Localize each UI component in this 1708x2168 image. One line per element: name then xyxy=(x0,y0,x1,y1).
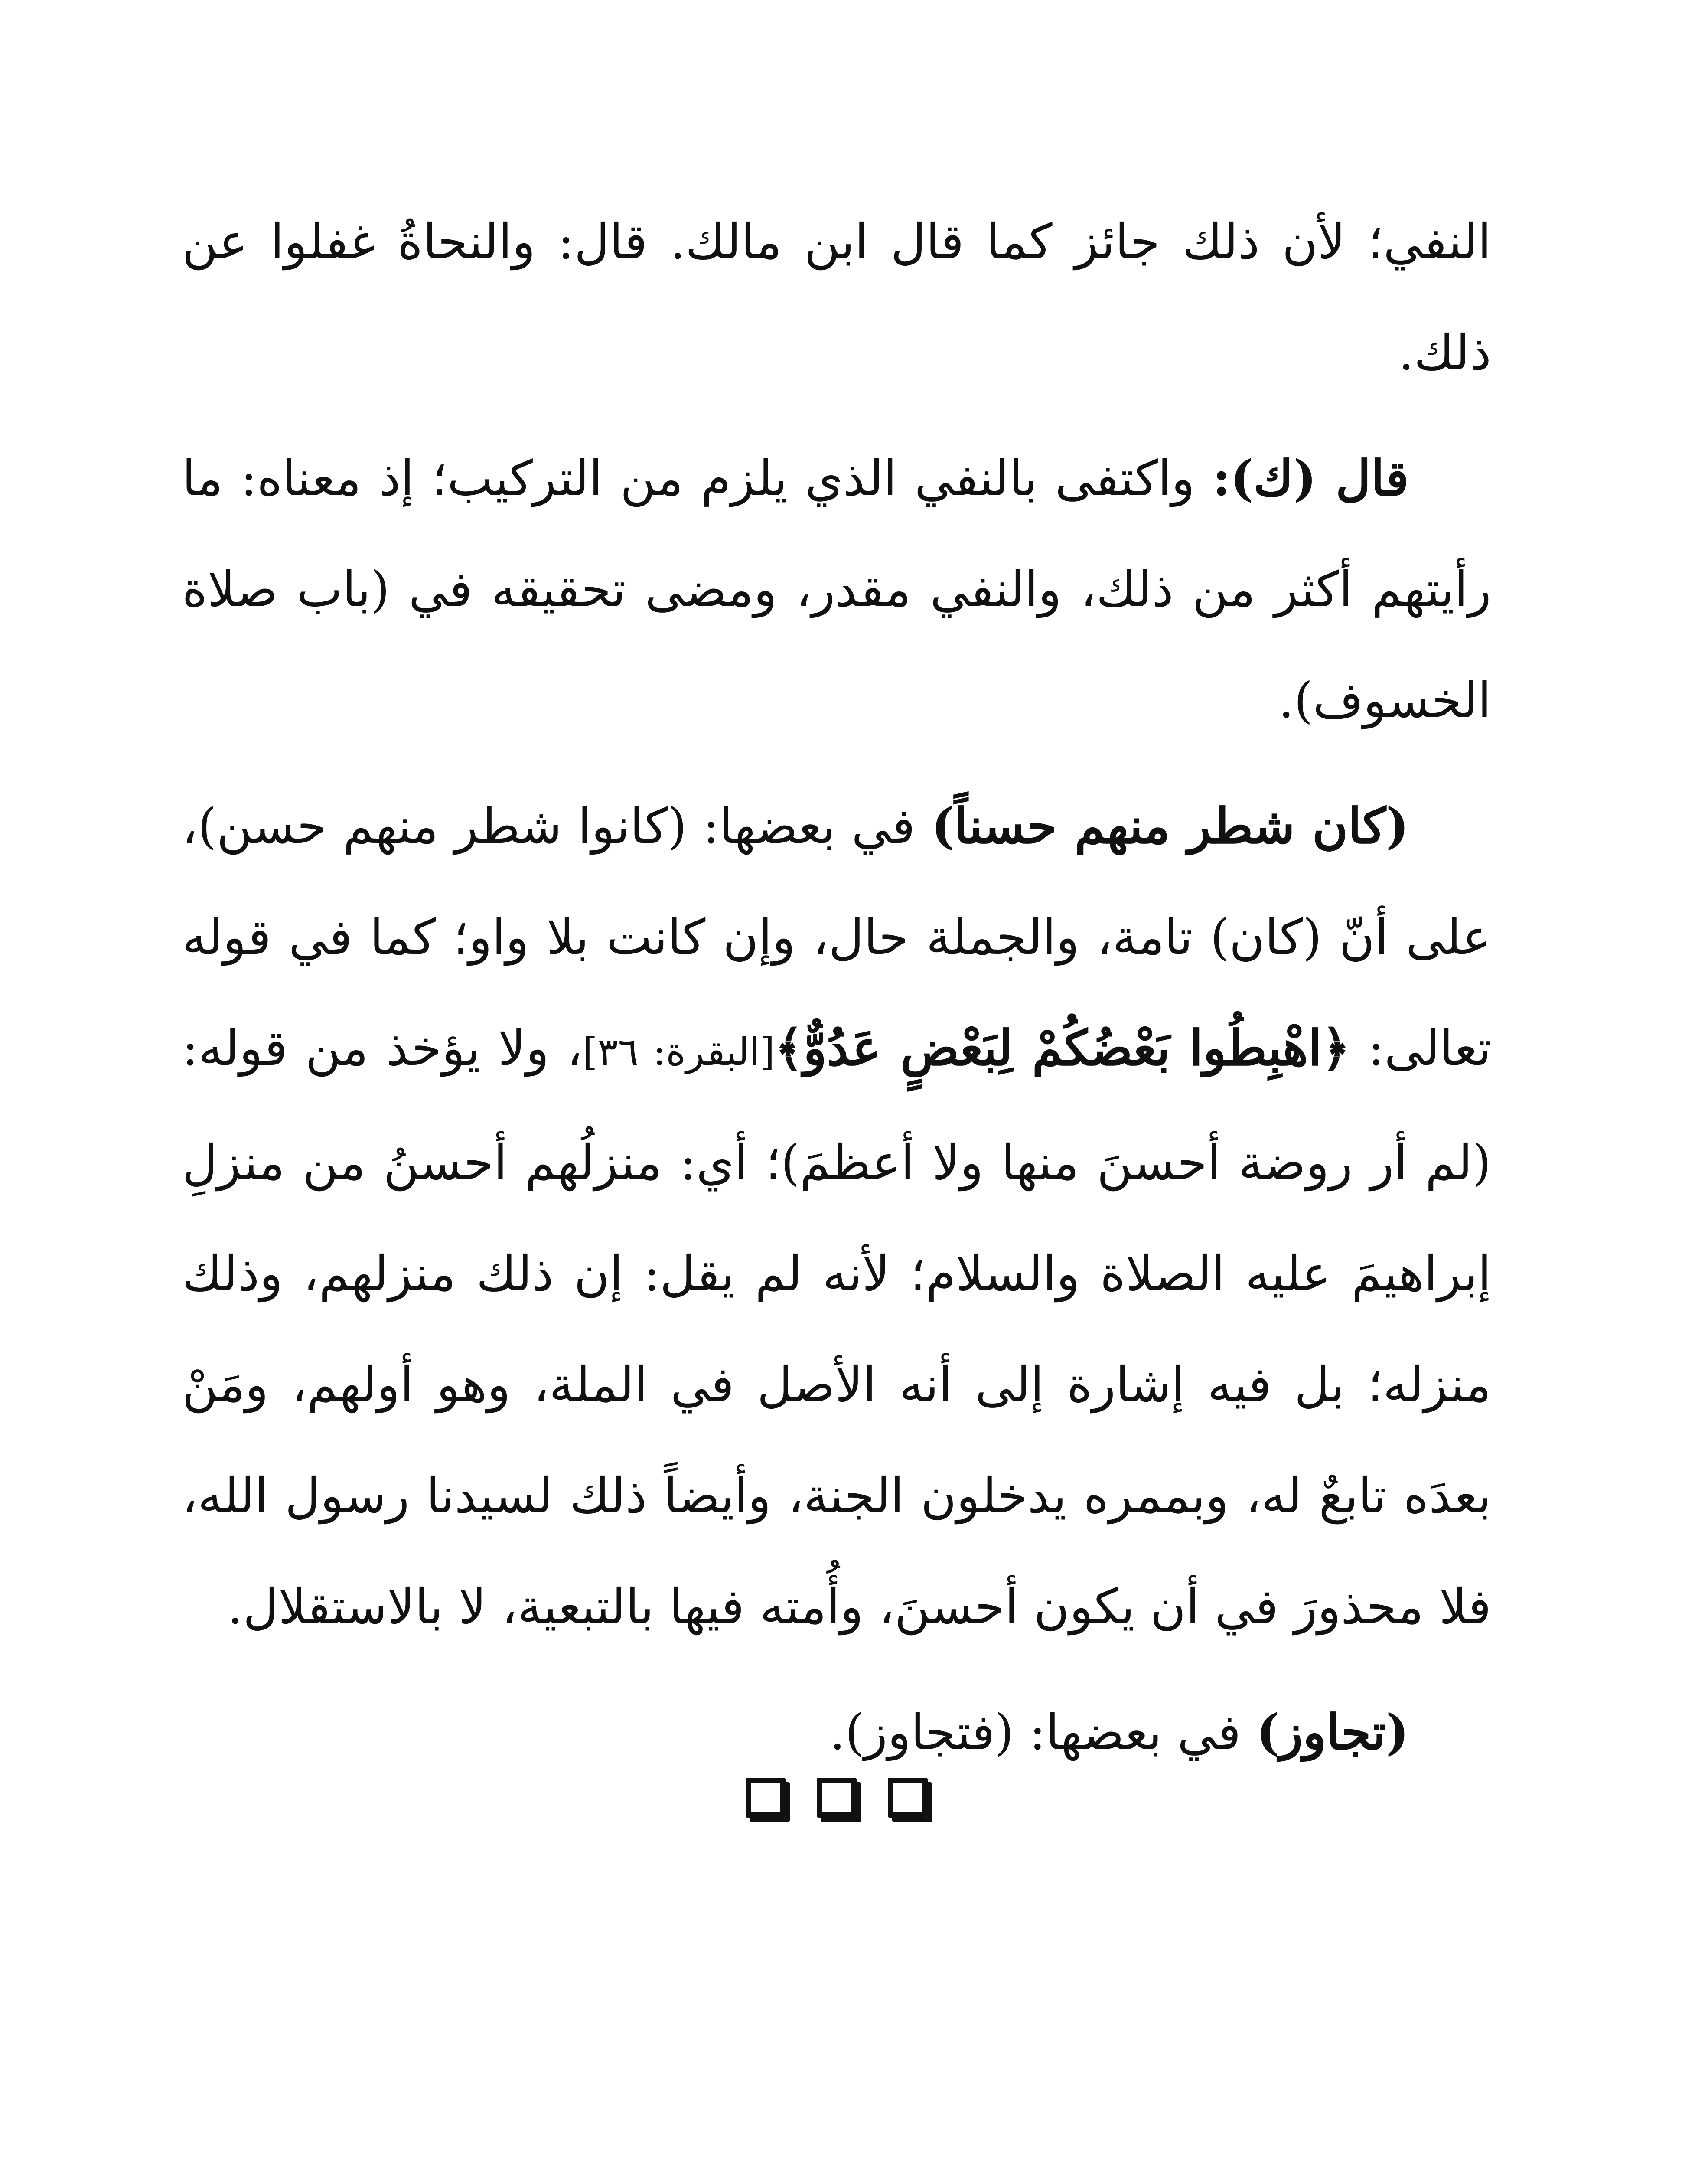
paragraph-4-text: في بعضها: (فتجاوز). xyxy=(829,1704,1257,1761)
paragraph-2-text: واكتفى بالنفي الذي يلزم من التركيب؛ إذ معناه: ما رأيتهم أكثر من ذلك، والنفي مقدر، ومضى تحقيقه في (باب صلاة الخسوف). xyxy=(182,451,1491,729)
paragraph-1-text: النفي؛ لأن ذلك جائز كما قال ابن مالك. قال: والنحاةُ غفلوا عن ذلك. xyxy=(182,214,1491,381)
section-separator xyxy=(746,1778,928,1825)
page-body xyxy=(182,186,1491,1803)
paragraph-3-lead: (كان شطر منهم حسناً) xyxy=(931,798,1409,855)
quran-reference: [البقرة: ٣٦] xyxy=(583,1029,775,1074)
paragraph-4 xyxy=(182,1677,1491,1788)
paragraph-3-text-b: ، ولا يؤخذ من قوله: (لم أر روضة أحسنَ منها ولا أعظمَ)؛ أي: منزلُهم أحسنُ من منزلِ إبراهيمَ عليه الصلاة والسلام؛ لأنه لم يقل: إن ذلك منزلهم، وذلك منزله؛ بل فيه إشارة إلى أنه الأصل في الملة، وهو أولهم، ومَنْ بعدَه تابعٌ له، وبممره يدخلون الجنة، وأيضاً ذلك لسيدنا رسول الله، فلا محذورَ في أن يكون أحسنَ، وأُمته فيها بالتبعية، لا بالاستقلال. xyxy=(182,1020,1491,1635)
paragraph-2-lead: قال (ك): xyxy=(1213,450,1409,507)
separator-box-icon xyxy=(817,1778,857,1818)
quran-verse: ﴿اهْبِطُوا بَعْضُكُمْ لِبَعْضٍ عَدُوٌّ﴾ xyxy=(775,1020,1350,1077)
paragraph-1 xyxy=(182,186,1491,408)
paragraph-4-lead: (تجاوز) xyxy=(1256,1704,1409,1761)
paragraph-2 xyxy=(182,423,1491,756)
paragraph-3-text-a: في بعضها: (كانوا شطر منهم حسن)، على أنّ (كان) تامة، والجملة حال، وإن كانت بلا واو؛ كما في قوله تعالى: xyxy=(182,798,1492,1077)
paragraph-3 xyxy=(182,771,1491,1662)
separator-box-icon xyxy=(746,1778,786,1818)
separator-box-icon xyxy=(888,1778,928,1818)
